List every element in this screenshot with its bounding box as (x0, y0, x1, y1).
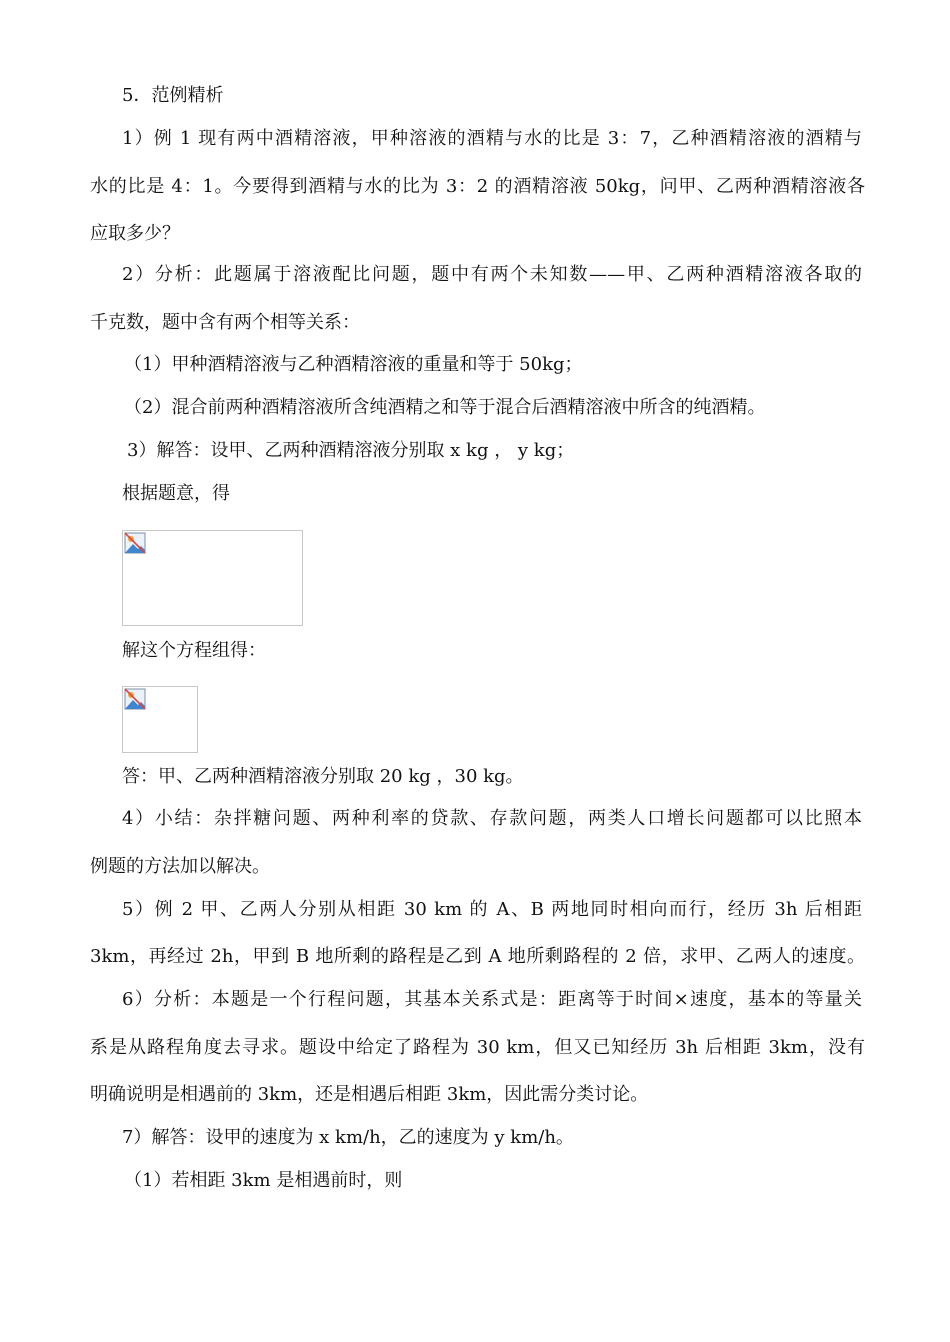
paragraph-line: 解这个方程组得： (122, 640, 266, 661)
equation-image-2 (122, 686, 198, 753)
paragraph-line: 5）例 2 甲、乙两人分别从相距 30 km 的 A、B 两地同时相向而行，经历 3h 后相距 (122, 899, 862, 920)
paragraph-line: 例题的方法加以解决。 (90, 856, 270, 877)
paragraph-line: （2）混合前两种酒精溶液所含纯酒精之和等于混合后酒精溶液中所含的纯酒精。 (124, 397, 766, 418)
equation-image-1 (122, 530, 303, 626)
paragraph-line: 2）分析：此题属于溶液配比问题，题中有两个未知数——甲、乙两种酒精溶液各取的 (122, 264, 862, 285)
paragraph-line: 3km，再经过 2h，甲到 B 地所剩的路程是乙到 A 地所剩路程的 2 倍，求甲、乙两人的速度。 (90, 946, 865, 967)
paragraph-line: （1）甲种酒精溶液与乙种酒精溶液的重量和等于 50kg； (124, 354, 583, 375)
paragraph-line: 1）例 1 现有两中酒精溶液，甲种溶液的酒精与水的比是 3：7，乙种酒精溶液的酒精与 (122, 128, 862, 149)
paragraph-line: 根据题意，得 (122, 483, 230, 504)
paragraph-line: 4）小结：杂拌糖问题、两种利率的贷款、存款问题，两类人口增长问题都可以比照本 (122, 808, 862, 829)
paragraph-line: （1）若相距 3km 是相遇前时，则 (124, 1170, 403, 1191)
paragraph-line: 6）分析：本题是一个行程问题，其基本关系式是：距离等于时间×速度，基本的等量关 (122, 989, 862, 1010)
paragraph-line: 答：甲、乙两种酒精溶液分别取 20 kg ，30 kg。 (122, 766, 524, 787)
paragraph-line: 7）解答：设甲的速度为 x km/h，乙的速度为 y km/h。 (122, 1127, 574, 1148)
section-heading: 5．范例精析 (122, 85, 224, 106)
paragraph-line: 3）解答：设甲、乙两种酒精溶液分别取 x kg ， y kg； (127, 440, 575, 461)
paragraph-line: 应取多少？ (90, 223, 180, 244)
paragraph-line: 千克数，题中含有两个相等关系： (90, 312, 360, 333)
paragraph-line: 明确说明是相遇前的 3km，还是相遇后相距 3km，因此需分类讨论。 (90, 1084, 649, 1105)
paragraph-line: 系是从路程角度去寻求。题设中给定了路程为 30 km，但又已知经历 3h 后相距 3km，没有 (90, 1037, 865, 1058)
broken-image-icon (124, 688, 146, 710)
broken-image-icon (124, 532, 146, 554)
paragraph-line: 水的比是 4：1。今要得到酒精与水的比为 3：2 的酒精溶液 50kg，问甲、乙两种酒精溶液各 (90, 176, 865, 197)
